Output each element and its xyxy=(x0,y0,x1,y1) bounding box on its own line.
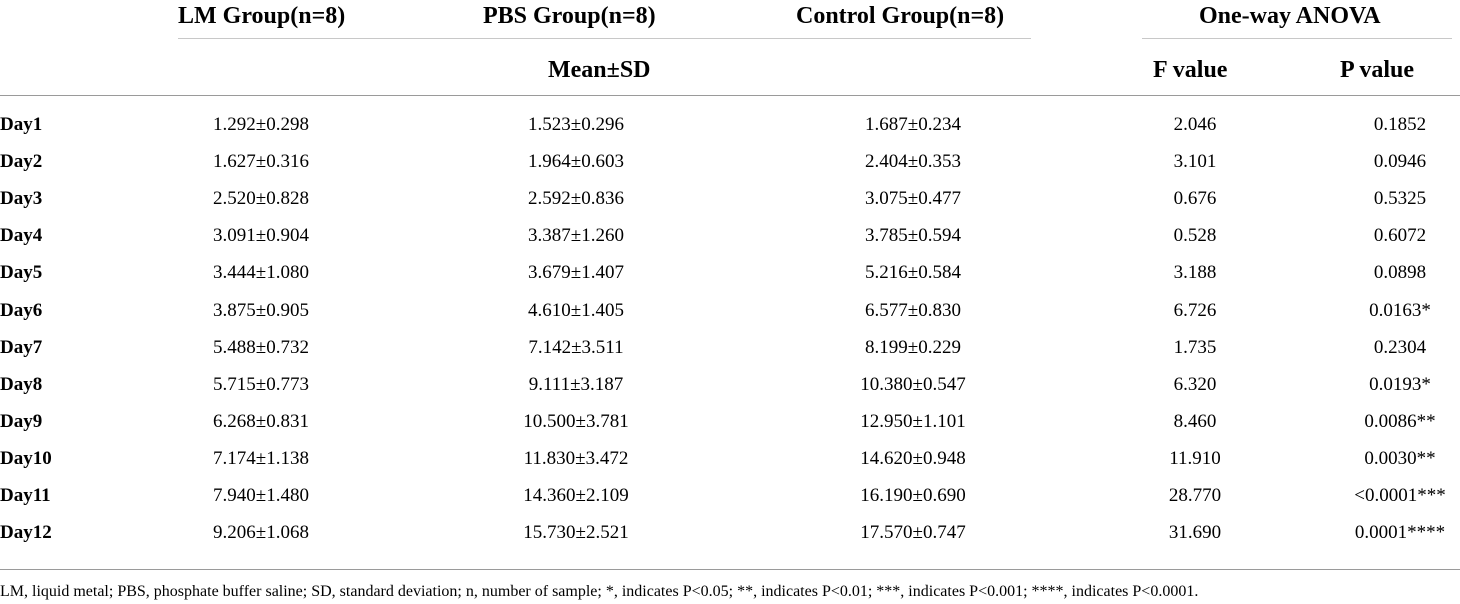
header-lm-group: LM Group(n=8) xyxy=(178,3,346,29)
header-p-value: P value xyxy=(1340,57,1415,83)
cell-p-value: 0.0086** xyxy=(1364,411,1436,432)
row-label: Day9 xyxy=(0,411,43,432)
cell-lm: 2.520±0.828 xyxy=(213,188,309,209)
cell-pbs: 1.964±0.603 xyxy=(528,151,624,172)
cell-f-value: 6.726 xyxy=(1173,300,1217,321)
cell-p-value: 0.0898 xyxy=(1373,262,1427,283)
cell-p-value: 0.2304 xyxy=(1373,337,1427,358)
cell-lm: 1.627±0.316 xyxy=(213,151,309,172)
cell-p-value: 0.6072 xyxy=(1373,225,1427,246)
cell-control: 12.950±1.101 xyxy=(860,411,966,432)
cell-f-value: 8.460 xyxy=(1173,411,1217,432)
cell-pbs: 10.500±3.781 xyxy=(523,411,629,432)
cell-pbs: 14.360±2.109 xyxy=(523,485,629,506)
cell-control: 3.785±0.594 xyxy=(865,225,961,246)
cell-pbs: 15.730±2.521 xyxy=(523,522,629,543)
row-label: Day2 xyxy=(0,151,43,172)
cell-lm: 5.488±0.732 xyxy=(213,337,309,358)
table-bottom-rule xyxy=(0,569,1460,570)
cell-pbs: 1.523±0.296 xyxy=(528,114,624,135)
cell-control: 8.199±0.229 xyxy=(865,337,961,358)
row-label: Day12 xyxy=(0,522,52,543)
cell-p-value: 0.0030** xyxy=(1364,448,1436,469)
cell-lm: 6.268±0.831 xyxy=(213,411,309,432)
cell-lm: 7.174±1.138 xyxy=(213,448,309,469)
cell-pbs: 3.387±1.260 xyxy=(528,225,624,246)
cell-pbs: 2.592±0.836 xyxy=(528,188,624,209)
cell-p-value: 0.0946 xyxy=(1373,151,1427,172)
cell-control: 16.190±0.690 xyxy=(860,485,966,506)
cell-pbs: 9.111±3.187 xyxy=(528,374,624,395)
row-label: Day3 xyxy=(0,188,43,209)
cell-lm: 3.875±0.905 xyxy=(213,300,309,321)
cell-control: 17.570±0.747 xyxy=(860,522,966,543)
cell-p-value: 0.0001**** xyxy=(1354,522,1446,543)
cell-pbs: 11.830±3.472 xyxy=(523,448,629,469)
cell-f-value: 28.770 xyxy=(1168,485,1222,506)
cell-control: 2.404±0.353 xyxy=(865,151,961,172)
cell-lm: 3.091±0.904 xyxy=(213,225,309,246)
header-pbs-group: PBS Group(n=8) xyxy=(483,3,656,29)
header-body-rule xyxy=(0,95,1460,96)
cell-control: 10.380±0.547 xyxy=(860,374,966,395)
row-label: Day5 xyxy=(0,262,43,283)
header-group-rule xyxy=(178,38,1031,39)
cell-f-value: 2.046 xyxy=(1173,114,1217,135)
cell-lm: 7.940±1.480 xyxy=(213,485,309,506)
row-label: Day6 xyxy=(0,300,43,321)
cell-control: 3.075±0.477 xyxy=(865,188,961,209)
cell-f-value: 6.320 xyxy=(1173,374,1217,395)
cell-pbs: 7.142±3.511 xyxy=(528,337,624,358)
table-footnote: LM, liquid metal; PBS, phosphate buffer saline; SD, standard deviation; n, number of sample; *, indicates P<0.05; **, indicates P<0.01; ***, indicates P<0.001; ****, indicates P<0.0001. xyxy=(0,583,1199,600)
header-mean-sd: Mean±SD xyxy=(548,57,651,83)
cell-p-value: <0.0001*** xyxy=(1354,485,1446,506)
cell-p-value: 0.5325 xyxy=(1373,188,1427,209)
cell-control: 6.577±0.830 xyxy=(865,300,961,321)
header-f-value: F value xyxy=(1153,57,1228,83)
header-control-group: Control Group(n=8) xyxy=(796,3,1005,29)
cell-control: 14.620±0.948 xyxy=(860,448,966,469)
header-anova-rule xyxy=(1142,38,1452,39)
row-label: Day11 xyxy=(0,485,51,506)
row-label: Day1 xyxy=(0,114,43,135)
header-anova: One-way ANOVA xyxy=(1199,3,1381,29)
row-label: Day7 xyxy=(0,337,43,358)
cell-lm: 3.444±1.080 xyxy=(213,262,309,283)
cell-f-value: 3.101 xyxy=(1173,151,1217,172)
cell-p-value: 0.0193* xyxy=(1369,374,1431,395)
cell-f-value: 11.910 xyxy=(1169,448,1221,469)
row-label: Day10 xyxy=(0,448,52,469)
row-label: Day8 xyxy=(0,374,43,395)
cell-lm: 9.206±1.068 xyxy=(213,522,309,543)
cell-pbs: 3.679±1.407 xyxy=(528,262,624,283)
cell-control: 5.216±0.584 xyxy=(865,262,961,283)
cell-lm: 5.715±0.773 xyxy=(213,374,309,395)
cell-f-value: 31.690 xyxy=(1168,522,1222,543)
cell-pbs: 4.610±1.405 xyxy=(528,300,624,321)
cell-f-value: 3.188 xyxy=(1173,262,1217,283)
cell-f-value: 0.528 xyxy=(1173,225,1217,246)
cell-lm: 1.292±0.298 xyxy=(213,114,309,135)
cell-f-value: 1.735 xyxy=(1173,337,1217,358)
cell-f-value: 0.676 xyxy=(1173,188,1217,209)
row-label: Day4 xyxy=(0,225,43,246)
cell-control: 1.687±0.234 xyxy=(865,114,961,135)
cell-p-value: 0.0163* xyxy=(1369,300,1431,321)
cell-p-value: 0.1852 xyxy=(1373,114,1427,135)
